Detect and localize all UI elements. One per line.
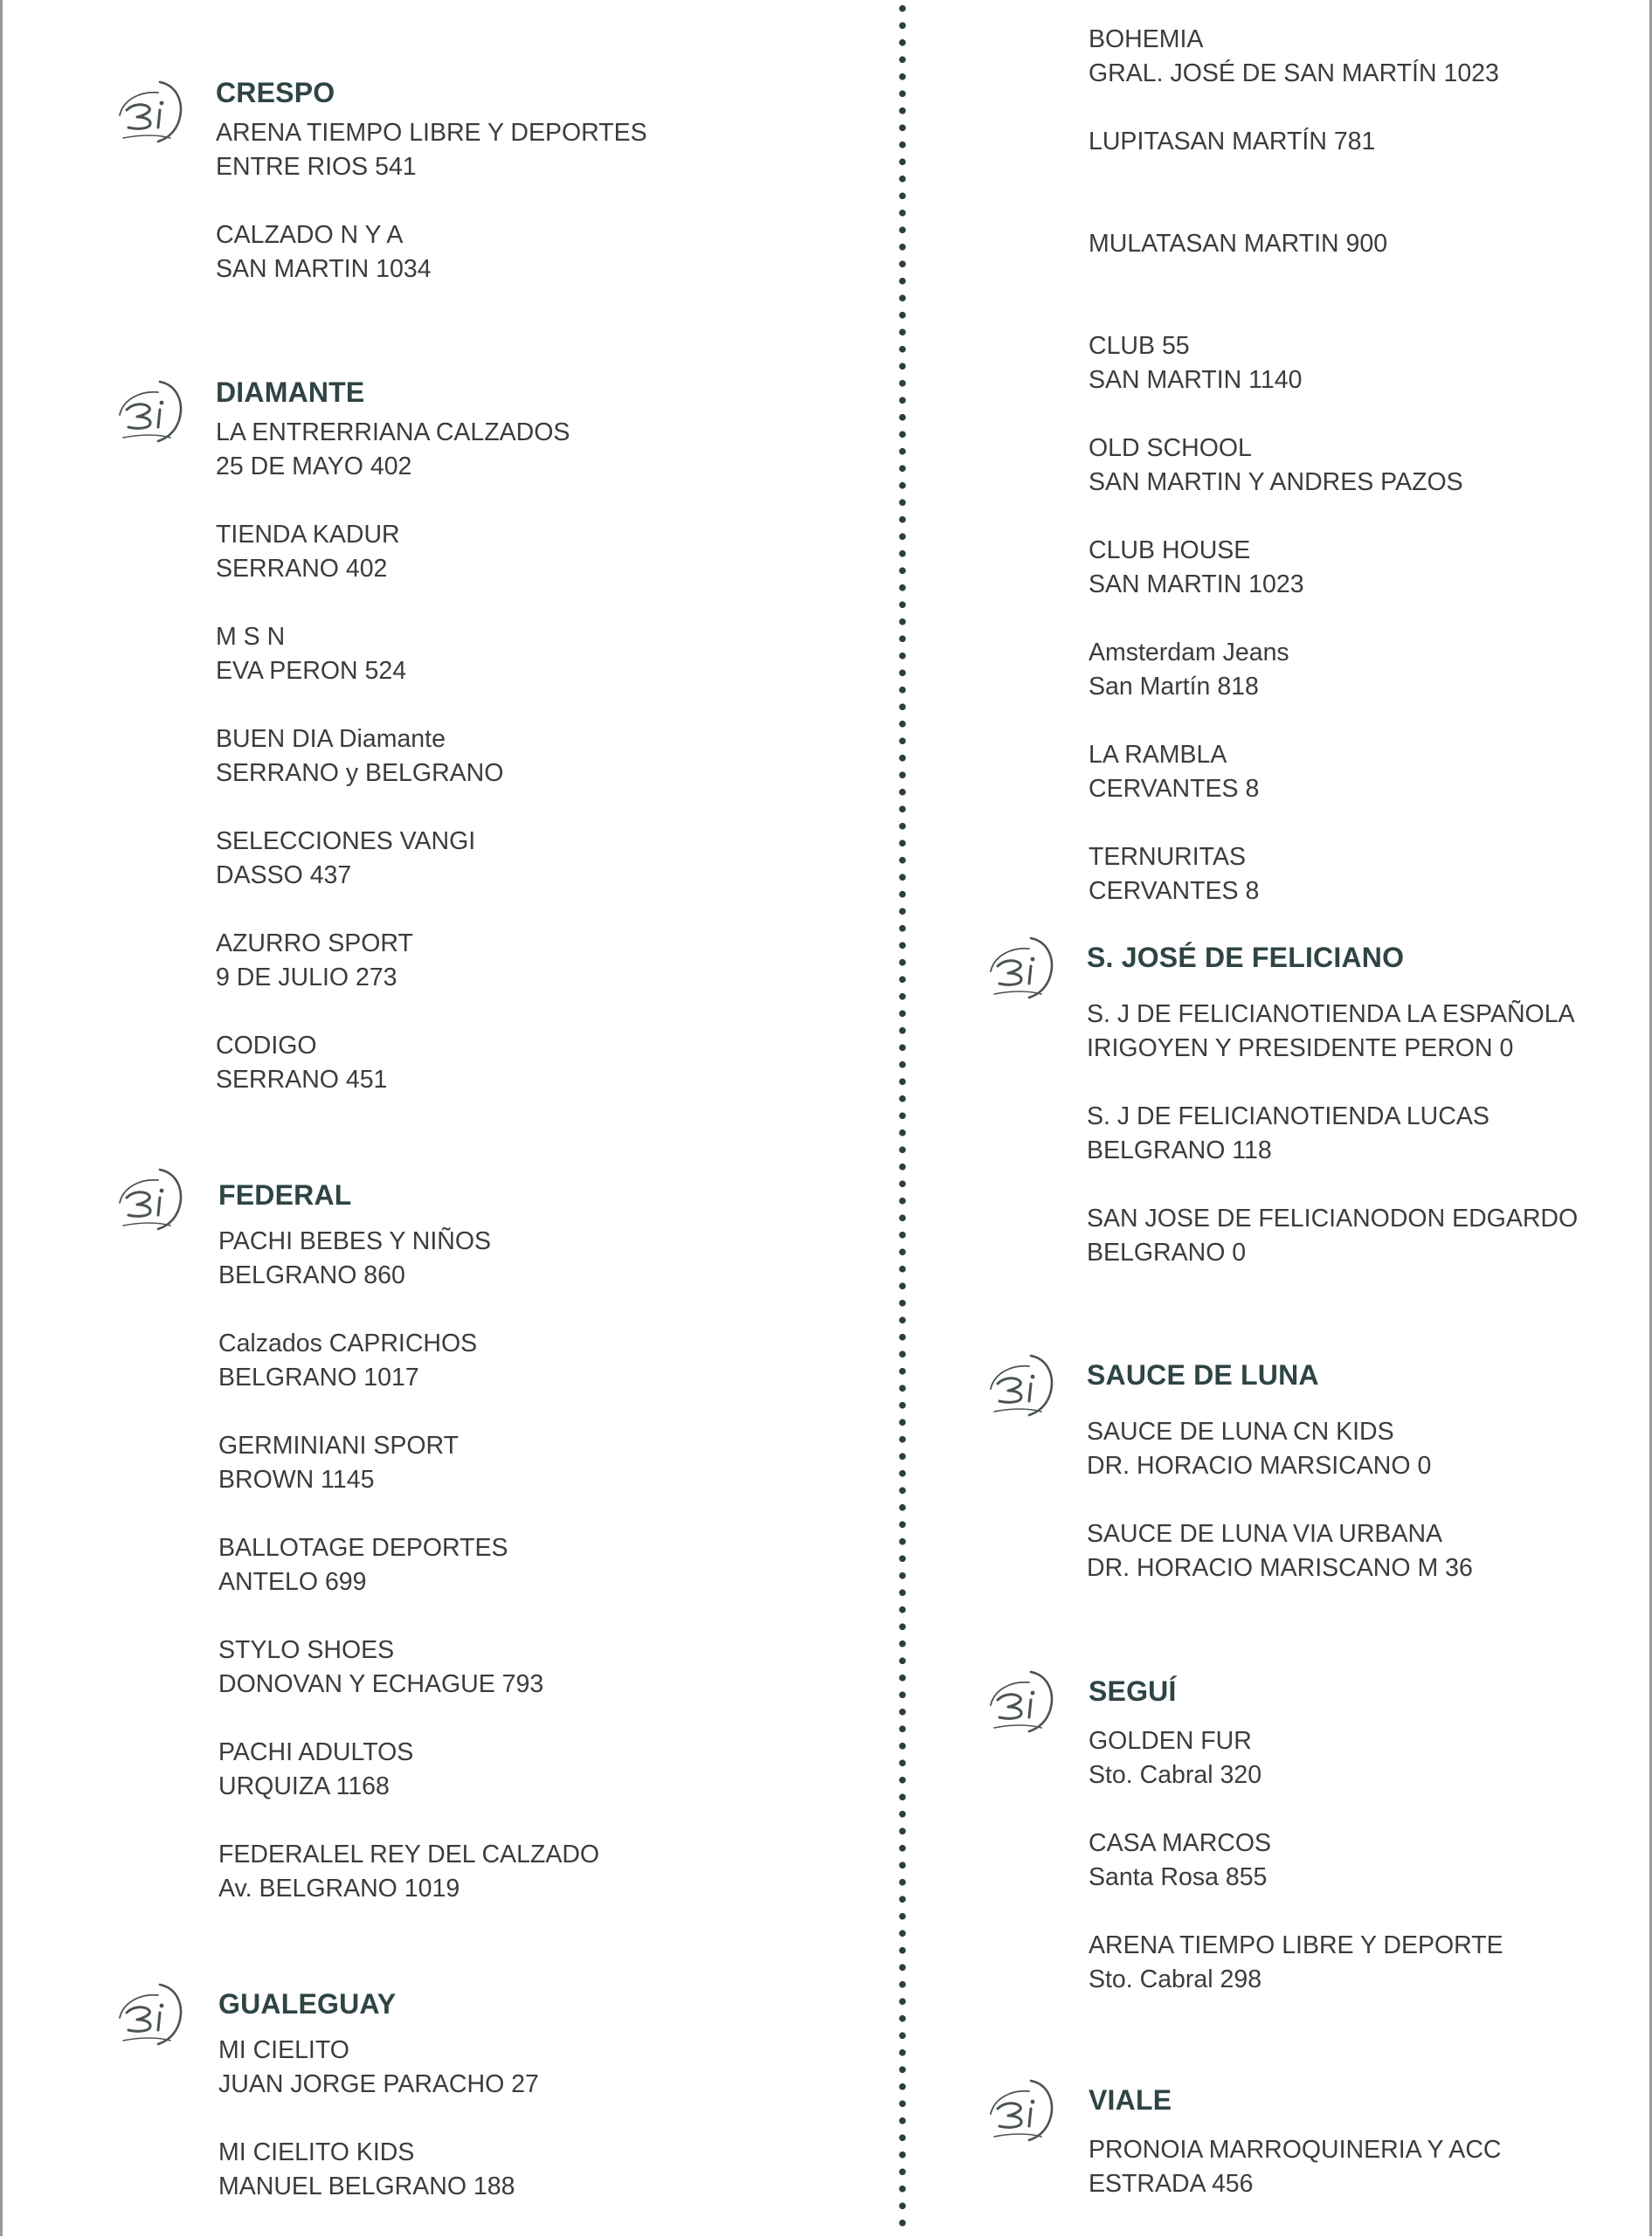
store-entry — [1089, 2133, 1501, 2235]
store-name: BOHEMIA — [1089, 25, 1204, 53]
store-entry — [216, 116, 647, 218]
store-list — [1087, 1415, 1473, 1620]
store-address: ANTELO 699 — [218, 1568, 367, 1596]
store-address: 9 DE JULIO 273 — [216, 964, 397, 991]
store-name: STYLO SHOES — [218, 1636, 395, 1664]
store-name: BALLOTAGE DEPORTES — [218, 1534, 508, 1562]
store-address: EVA PERON 524 — [216, 657, 407, 685]
store-address: DR. HORACIO MARISCANO M 36 — [1087, 1554, 1473, 1582]
store-name: Amsterdam Jeans — [1089, 639, 1289, 667]
store-entry — [1089, 738, 1499, 840]
store-entry — [218, 1531, 599, 1634]
store-name: ARENA TIEMPO LIBRE Y DEPORTES — [216, 119, 647, 147]
store-name: BUEN DIA Diamante — [216, 725, 446, 753]
brand-signature-icon — [114, 77, 186, 149]
store-name: LA RAMBLA — [1089, 741, 1227, 769]
store-entry — [218, 2034, 539, 2136]
store-address: San Martín 818 — [1089, 673, 1259, 701]
store-address: SAN MARTIN 1034 — [216, 255, 432, 283]
store-entry — [1089, 636, 1499, 738]
city-heading: CRESPO — [216, 77, 335, 108]
brand-signature-icon — [985, 1350, 1057, 1422]
store-name: TIENDA KADUR — [216, 521, 400, 549]
city-heading: FEDERAL — [218, 1179, 352, 1211]
store-name: OLD SCHOOL — [1089, 434, 1252, 462]
column-divider — [899, 0, 906, 2236]
store-address: JUAN JORGE PARACHO 27 — [218, 2070, 539, 2098]
store-address: BELGRANO 1017 — [218, 1364, 419, 1392]
store-address: IRIGOYEN Y PRESIDENTE PERON 0 — [1087, 1034, 1514, 1062]
store-entry — [216, 1029, 570, 1131]
store-address: SAN MARTIN 1140 — [1089, 366, 1303, 394]
brand-signature-icon — [985, 2076, 1057, 2147]
store-entry — [1089, 432, 1499, 534]
store-name: SAN JOSE DE FELICIANODON EDGARDO — [1087, 1205, 1579, 1233]
store-entry — [1087, 1202, 1578, 1304]
store-entry — [1089, 125, 1499, 227]
store-entry — [1087, 1415, 1473, 1517]
store-name: Calzados CAPRICHOS — [218, 1330, 478, 1357]
store-entry — [218, 2136, 539, 2238]
store-entry — [1089, 1827, 1503, 1929]
store-address: Sto. Cabral 320 — [1089, 1761, 1262, 1789]
store-list — [218, 1225, 599, 1940]
store-address: URQUIZA 1168 — [218, 1772, 390, 1800]
store-entry — [1089, 23, 1499, 125]
city-heading: DIAMANTE — [216, 376, 365, 408]
store-address: ESTRADA 456 — [1089, 2170, 1254, 2198]
store-name: GERMINIANI SPORT — [218, 1432, 460, 1460]
store-entry — [218, 1327, 599, 1429]
store-name: LA ENTRERRIANA CALZADOS — [216, 418, 570, 446]
store-entry — [216, 416, 570, 518]
store-list — [1087, 998, 1578, 1304]
store-name: LUPITASAN MARTÍN 781 — [1089, 128, 1376, 155]
store-name: AZURRO SPORT — [216, 929, 413, 957]
store-name: ARENA TIEMPO LIBRE Y DEPORTE — [1089, 1931, 1503, 1959]
store-name: CLUB HOUSE — [1089, 536, 1251, 564]
city-heading: GUALEGUAY — [218, 1988, 397, 2020]
store-address: CERVANTES 8 — [1089, 775, 1260, 803]
store-address: BELGRANO 0 — [1087, 1239, 1247, 1267]
brand-signature-icon — [114, 1979, 186, 2051]
store-entry — [1089, 329, 1499, 432]
store-name: SAUCE DE LUNA VIA URBANA — [1087, 1520, 1443, 1548]
store-name: CASA MARCOS — [1089, 1829, 1272, 1857]
store-address: SERRANO 451 — [216, 1066, 388, 1094]
store-entry — [216, 927, 570, 1029]
store-list — [1089, 2133, 1501, 2235]
store-entry — [1087, 998, 1578, 1100]
store-name: MULATASAN MARTIN 900 — [1089, 230, 1388, 258]
store-address: SERRANO 402 — [216, 555, 388, 583]
store-address: MANUEL BELGRANO 188 — [218, 2172, 515, 2200]
store-address: 25 DE MAYO 402 — [216, 452, 412, 480]
store-entry — [218, 1225, 599, 1327]
store-name: MI CIELITO — [218, 2036, 349, 2064]
continuation-list — [1089, 23, 1499, 943]
store-address: SERRANO y BELGRANO — [216, 759, 504, 787]
store-address: Santa Rosa 855 — [1089, 1863, 1268, 1891]
store-entry — [216, 722, 570, 825]
store-entry — [1089, 840, 1499, 943]
store-address: GRAL. JOSÉ DE SAN MARTÍN 1023 — [1089, 59, 1499, 87]
store-name: PACHI ADULTOS — [218, 1738, 414, 1766]
city-heading: SEGUÍ — [1089, 1675, 1177, 1707]
store-entry — [216, 620, 570, 722]
brand-signature-icon — [985, 1667, 1057, 1738]
store-entry — [1089, 227, 1499, 329]
store-entry — [1087, 1517, 1473, 1620]
store-entry — [218, 1429, 599, 1531]
store-address: DASSO 437 — [216, 861, 352, 889]
store-name: TERNURITAS — [1089, 843, 1246, 871]
store-name: SAUCE DE LUNA CN KIDS — [1087, 1418, 1394, 1446]
store-name: CLUB 55 — [1089, 332, 1190, 360]
store-list — [216, 116, 647, 321]
store-entry — [218, 1634, 599, 1736]
store-entry — [1087, 1100, 1578, 1202]
store-address: DR. HORACIO MARSICANO 0 — [1087, 1452, 1432, 1480]
store-address: BELGRANO 860 — [218, 1261, 405, 1289]
store-name: M S N — [216, 623, 286, 651]
store-address: ENTRE RIOS 541 — [216, 153, 417, 181]
store-name: CALZADO N Y A — [216, 221, 404, 249]
city-heading: S. JOSÉ DE FELICIANO — [1087, 942, 1405, 973]
store-address: Av. BELGRANO 1019 — [218, 1875, 460, 1903]
store-address: BROWN 1145 — [218, 1466, 375, 1494]
store-list — [218, 2034, 539, 2238]
store-name: CODIGO — [216, 1032, 317, 1060]
store-address: Sto. Cabral 298 — [1089, 1965, 1262, 1993]
store-list — [1089, 1724, 1503, 2031]
store-name: MI CIELITO KIDS — [218, 2138, 415, 2166]
brand-signature-icon — [114, 1164, 186, 1236]
store-name: FEDERALEL REY DEL CALZADO — [218, 1841, 600, 1868]
city-heading: SAUCE DE LUNA — [1087, 1359, 1319, 1391]
store-name: PRONOIA MARROQUINERIA Y ACC — [1089, 2136, 1502, 2164]
brand-signature-icon — [114, 376, 186, 448]
city-heading: VIALE — [1089, 2084, 1172, 2116]
page-border-left — [0, 0, 3, 2236]
store-entry — [1089, 1929, 1503, 2031]
store-entry — [1089, 1724, 1503, 1827]
store-address: BELGRANO 118 — [1087, 1136, 1272, 1164]
store-name: SELECCIONES VANGI — [216, 827, 476, 855]
store-entry — [216, 518, 570, 620]
store-entry — [218, 1838, 599, 1940]
brand-signature-icon — [985, 933, 1057, 1005]
store-name: GOLDEN FUR — [1089, 1727, 1252, 1755]
store-entry — [216, 825, 570, 927]
store-address: CERVANTES 8 — [1089, 877, 1260, 905]
store-entry — [1089, 534, 1499, 636]
store-entry — [216, 218, 647, 321]
store-name: PACHI BEBES Y NIÑOS — [218, 1227, 492, 1255]
store-address: DONOVAN Y ECHAGUE 793 — [218, 1670, 544, 1698]
store-name: S. J DE FELICIANOTIENDA LUCAS — [1087, 1102, 1490, 1130]
store-address: SAN MARTIN 1023 — [1089, 570, 1304, 598]
store-entry — [218, 1736, 599, 1838]
store-address: SAN MARTIN Y ANDRES PAZOS — [1089, 468, 1463, 496]
store-name: S. J DE FELICIANOTIENDA LA ESPAÑOLA — [1087, 1000, 1575, 1028]
store-list — [216, 416, 570, 1131]
